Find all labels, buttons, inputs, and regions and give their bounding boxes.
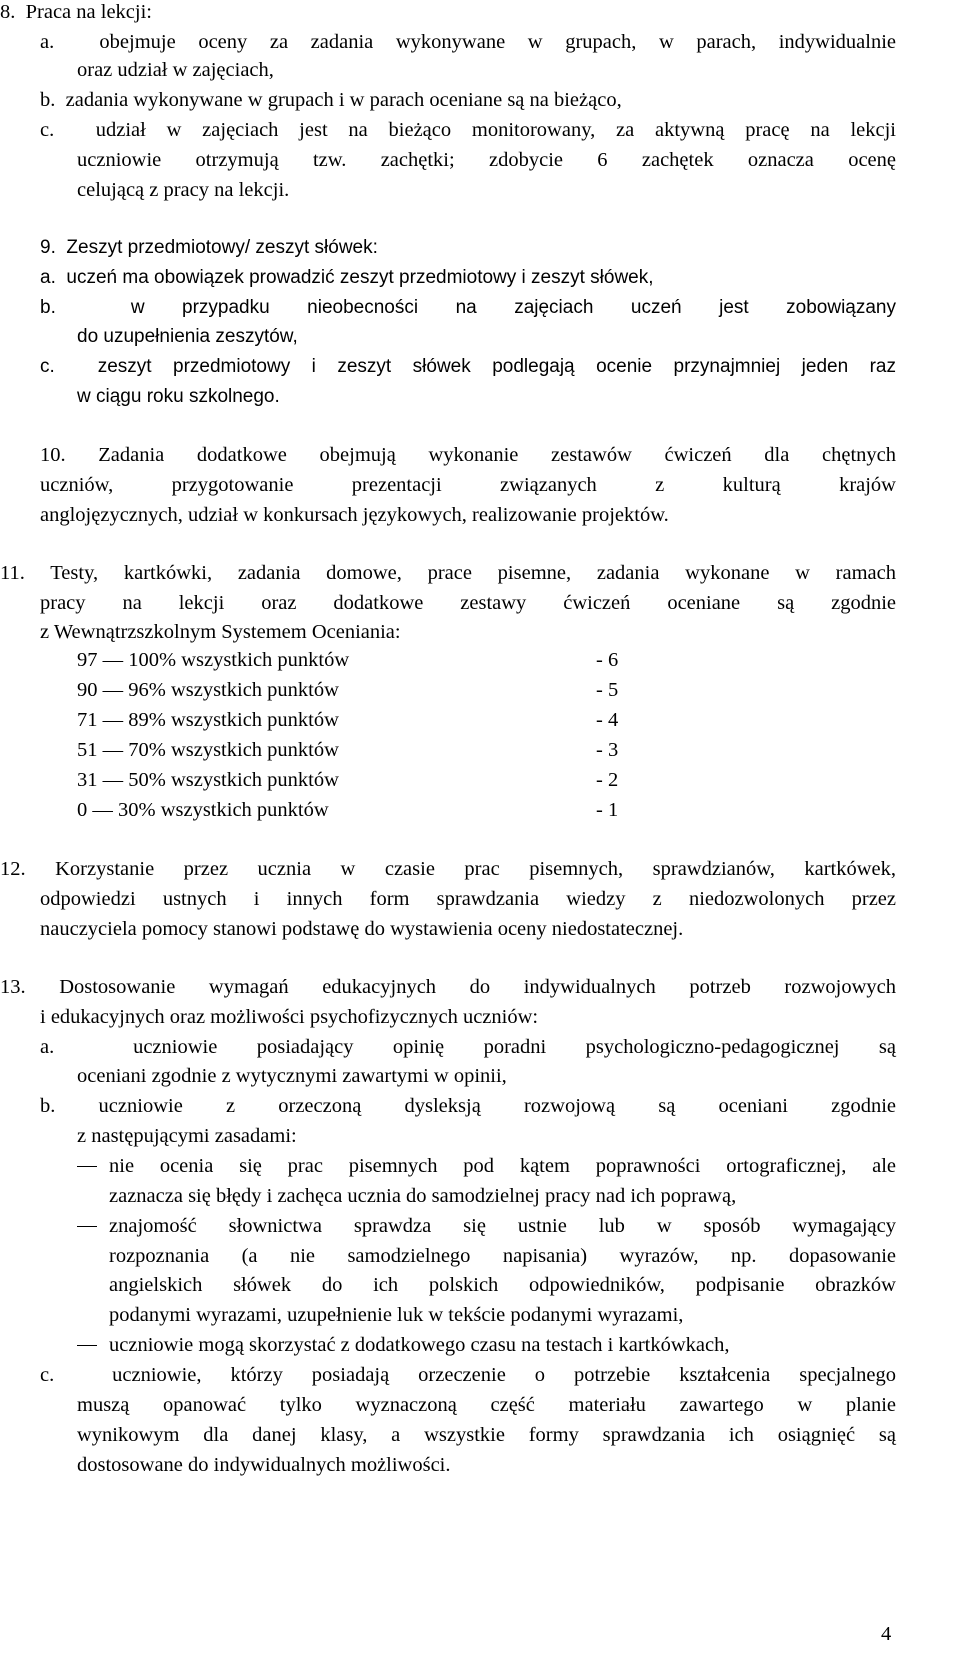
section-9-title: 9. Zeszyt przedmiotowy/ zeszyt słówek: — [40, 237, 378, 258]
section-12-line-1: 12. Korzystanie przez ucznia w czasie prac pisemnych, sprawdzianów, kartkówek, — [0, 858, 896, 880]
section-12-line-3: nauczyciela pomocy stanowi podstawę do wystawienia oceny niedostatecznej. — [40, 918, 684, 940]
bullet-dash-icon — [77, 1345, 97, 1346]
bullet-dash-icon — [77, 1166, 97, 1167]
grading-scale-row — [77, 649, 637, 679]
section-11-line-1: 11. Testy, kartkówki, zadania domowe, prace pisemne, zadania wykonane w ramach — [0, 562, 896, 584]
bullet-2-line-4: podanymi wyrazami, uzupełnienie luk w tekście podanymi wyrazami, — [109, 1304, 684, 1326]
section-13-item-b-line-2: z następującymi zasadami: — [77, 1125, 297, 1147]
section-13-line-2: i edukacyjnych oraz możliwości psychofizycznych uczniów: — [40, 1006, 539, 1028]
section-8-item-a-line-2: oraz udział w zajęciach, — [77, 59, 274, 81]
section-13-item-a-line-1: a. uczniowie posiadający opinię poradni psychologiczno-pedagogicznej są — [40, 1036, 896, 1058]
section-11-line-3: z Wewnątrzszkolnym Systemem Oceniania: — [40, 621, 401, 643]
bullet-dash-icon — [77, 1226, 97, 1227]
grade-value: - 6 — [596, 649, 619, 671]
section-9-item-b-line-1: b. w przypadku nieobecności na zajęciach uczeń jest zobowiązany — [40, 297, 896, 318]
section-10-line-1: 10. Zadania dodatkowe obejmują wykonanie zestawów ćwiczeń dla chętnych — [40, 444, 896, 466]
section-9-item-c-line-2: w ciągu roku szkolnego. — [77, 386, 280, 407]
section-8-item-b-line-1: b. zadania wykonywane w grupach i w parach oceniane są na bieżąco, — [40, 89, 622, 111]
section-13-item-c-line-3: wynikowym dla danej klasy, a wszystkie formy sprawdzania ich osiągnięć są — [77, 1424, 896, 1446]
score-range: 90 — 96% wszystkich punktów — [77, 679, 339, 701]
section-8-item-c-line-3: celującą z pracy na lekcji. — [77, 179, 290, 201]
bullet-2-line-3: angielskich słówek do ich polskich odpowiedników, podpisanie obrazków — [109, 1274, 896, 1296]
section-9-item-b-line-2: do uzupełnienia zeszytów, — [77, 326, 298, 347]
bullet-3-line-1: uczniowie mogą skorzystać z dodatkowego czasu na testach i kartkówkach, — [109, 1334, 730, 1356]
grade-value: - 2 — [596, 769, 619, 791]
grading-scale-row — [77, 769, 637, 799]
grading-scale-row — [77, 709, 637, 739]
section-13-item-b-line-1: b. uczniowie z orzeczoną dysleksją rozwojową są oceniani zgodnie — [40, 1095, 896, 1117]
section-9-item-c-line-1: c. zeszyt przedmiotowy i zeszyt słówek podlegają ocenie przynajmniej jeden raz — [40, 356, 896, 377]
bullet-1-line-2: zaznacza się błędy i zachęca ucznia do samodzielnej pracy nad ich poprawą, — [109, 1185, 737, 1207]
section-8-title: 8. Praca na lekcji: — [0, 1, 152, 23]
section-13-item-a-line-2: oceniani zgodnie z wytycznymi zawartymi w opinii, — [77, 1065, 507, 1087]
section-8-item-c-line-1: c. udział w zajęciach jest na bieżąco monitorowany, za aktywną pracę na lekcji — [40, 119, 896, 141]
grade-value: - 5 — [596, 679, 619, 701]
section-11-line-2: pracy na lekcji oraz dodatkowe zestawy ćwiczeń oceniane są zgodnie — [40, 592, 896, 614]
bullet-2-line-2: rozpoznania (a nie samodzielnego napisania) wyrazów, np. dopasowanie — [109, 1245, 896, 1267]
page-number: 4 — [881, 1623, 892, 1645]
section-8-item-c-line-2: uczniowie otrzymują tzw. zachętki; zdobycie 6 zachętek oznacza ocenę — [77, 149, 896, 171]
section-10-line-2: uczniów, przygotowanie prezentacji związanych z kulturą krajów — [40, 474, 896, 496]
score-range: 71 — 89% wszystkich punktów — [77, 709, 339, 731]
bullet-1-line-1: nie ocenia się prac pisemnych pod kątem poprawności ortograficznej, ale — [109, 1155, 896, 1177]
score-range: 31 — 50% wszystkich punktów — [77, 769, 339, 791]
grading-scale — [77, 649, 637, 829]
section-13-item-c-line-1: c. uczniowie, którzy posiadają orzeczenie o potrzebie kształcenia specjalnego — [40, 1364, 896, 1386]
grade-value: - 1 — [596, 799, 619, 821]
score-range: 0 — 30% wszystkich punktów — [77, 799, 329, 821]
grading-scale-row — [77, 679, 637, 709]
section-12-line-2: odpowiedzi ustnych i innych form sprawdzania wiedzy z niedozwolonych przez — [40, 888, 896, 910]
section-9-item-a-line-1: a. uczeń ma obowiązek prowadzić zeszyt przedmiotowy i zeszyt słówek, — [40, 267, 654, 288]
bullet-2-line-1: znajomość słownictwa sprawdza się ustnie lub w sposób wymagający — [109, 1215, 896, 1237]
section-13-item-c-line-4: dostosowane do indywidualnych możliwości. — [77, 1454, 451, 1476]
grade-value: - 4 — [596, 709, 619, 731]
section-8-item-a-line-1: a. obejmuje oceny za zadania wykonywane w grupach, w parach, indywidualnie — [40, 31, 896, 53]
section-10-line-3: anglojęzycznych, udział w konkursach językowych, realizowanie projektów. — [40, 504, 669, 526]
grading-scale-row — [77, 739, 637, 769]
score-range: 51 — 70% wszystkich punktów — [77, 739, 339, 761]
score-range: 97 — 100% wszystkich punktów — [77, 649, 350, 671]
section-13-line-1: 13. Dostosowanie wymagań edukacyjnych do indywidualnych potrzeb rozwojowych — [0, 976, 896, 998]
grade-value: - 3 — [596, 739, 619, 761]
grading-scale-row — [77, 799, 637, 829]
section-13-item-c-line-2: muszą opanować tylko wyznaczoną część materiału zawartego w planie — [77, 1394, 896, 1416]
